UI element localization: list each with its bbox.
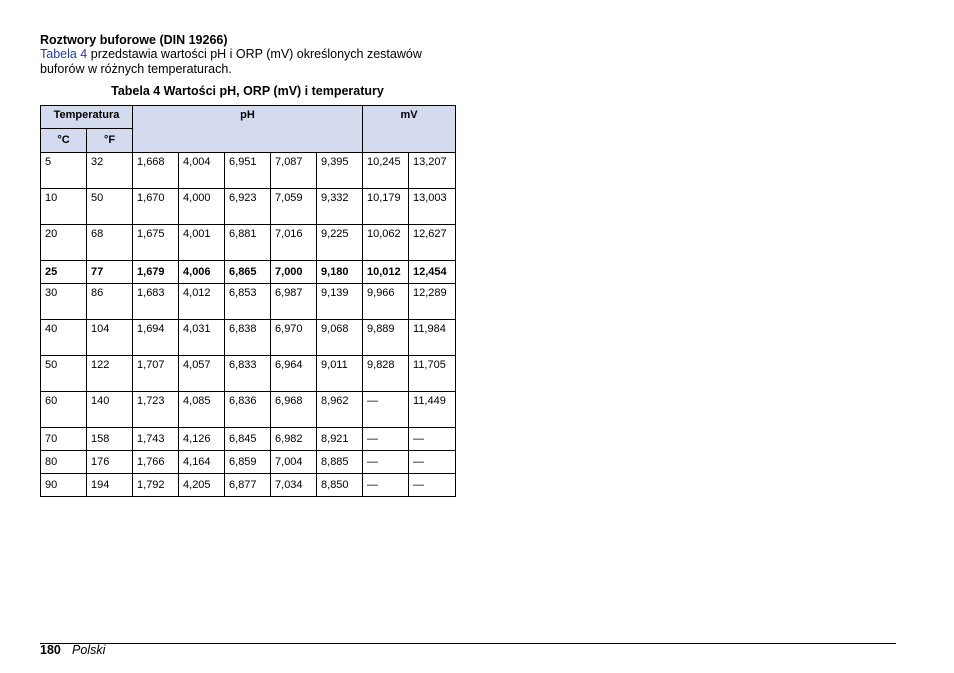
table-cell: 194 <box>87 474 133 497</box>
table-cell: 1,723 <box>133 392 179 428</box>
table-cell: — <box>363 451 409 474</box>
table-cell: 6,982 <box>271 428 317 451</box>
table-cell: 12,289 <box>409 284 456 320</box>
table-cell: 50 <box>87 189 133 225</box>
table-cell: 13,207 <box>409 153 456 189</box>
table-cell: 6,881 <box>225 225 271 261</box>
table-cell: 9,828 <box>363 356 409 392</box>
table-cell: 9,068 <box>317 320 363 356</box>
table-cell: 1,694 <box>133 320 179 356</box>
table-cell: 6,951 <box>225 153 271 189</box>
table-cell: 10,062 <box>363 225 409 261</box>
table-cell: 6,859 <box>225 451 271 474</box>
table-cell: 10 <box>41 189 87 225</box>
table-cell: 50 <box>41 356 87 392</box>
table-cell: 7,034 <box>271 474 317 497</box>
table-cell: 9,011 <box>317 356 363 392</box>
table-cell: 9,332 <box>317 189 363 225</box>
table-cell: 4,000 <box>179 189 225 225</box>
header-celsius: °C <box>41 129 87 153</box>
table-cell: — <box>409 474 456 497</box>
table-cell: 4,126 <box>179 428 225 451</box>
table-row <box>41 392 456 428</box>
table-cell: 7,004 <box>271 451 317 474</box>
table-row <box>41 474 456 497</box>
table-cell: 11,449 <box>409 392 456 428</box>
table-cell: 13,003 <box>409 189 456 225</box>
table-cell: 158 <box>87 428 133 451</box>
table-cell: — <box>363 392 409 428</box>
table-cell: 8,962 <box>317 392 363 428</box>
table-caption: Tabela 4 Wartości pH, ORP (mV) i temperatury <box>111 84 384 98</box>
table-cell: 7,000 <box>271 261 317 284</box>
table-cell: 1,707 <box>133 356 179 392</box>
table-cell: 4,012 <box>179 284 225 320</box>
table-cell: 9,225 <box>317 225 363 261</box>
table-cell: 8,921 <box>317 428 363 451</box>
table-cell: 176 <box>87 451 133 474</box>
header-fahrenheit: °F <box>87 129 133 153</box>
table-cell: 4,031 <box>179 320 225 356</box>
table-cell: 77 <box>87 261 133 284</box>
table-cell: 6,853 <box>225 284 271 320</box>
table-cell: 6,987 <box>271 284 317 320</box>
footer-divider <box>40 643 896 644</box>
table-row <box>41 451 456 474</box>
table-cell: 9,889 <box>363 320 409 356</box>
table-cell: 4,001 <box>179 225 225 261</box>
header-mv: mV <box>363 106 456 153</box>
page-number: 180 <box>40 643 61 657</box>
table-row <box>41 428 456 451</box>
table-cell: 10,245 <box>363 153 409 189</box>
table-cell: 1,792 <box>133 474 179 497</box>
table-cell: 122 <box>87 356 133 392</box>
table-cell: 9,966 <box>363 284 409 320</box>
table-cell: 7,087 <box>271 153 317 189</box>
table-cell: 6,865 <box>225 261 271 284</box>
header-temperature: Temperatura <box>41 106 133 129</box>
table-cell: 68 <box>87 225 133 261</box>
table-row <box>41 153 456 189</box>
table-cell: 10,179 <box>363 189 409 225</box>
table-body <box>41 153 456 497</box>
buffer-values-table <box>40 105 456 497</box>
table-cell: 70 <box>41 428 87 451</box>
table-cell: — <box>409 428 456 451</box>
table-cell: 12,454 <box>409 261 456 284</box>
table-cell: 11,984 <box>409 320 456 356</box>
table-cell: 80 <box>41 451 87 474</box>
table-cell: 9,395 <box>317 153 363 189</box>
table-cell: 8,885 <box>317 451 363 474</box>
table-cell: 9,139 <box>317 284 363 320</box>
table-cell: 9,180 <box>317 261 363 284</box>
table-cell: 86 <box>87 284 133 320</box>
table-cell: 1,670 <box>133 189 179 225</box>
table-cell: 60 <box>41 392 87 428</box>
table-cell: 1,766 <box>133 451 179 474</box>
table-cell: 6,970 <box>271 320 317 356</box>
table-cell: 11,705 <box>409 356 456 392</box>
table-cell: 6,838 <box>225 320 271 356</box>
table-cell: 1,743 <box>133 428 179 451</box>
header-ph: pH <box>133 106 363 153</box>
table-row <box>41 225 456 261</box>
table-cell: 104 <box>87 320 133 356</box>
table-cell: 6,833 <box>225 356 271 392</box>
table-cell: — <box>409 451 456 474</box>
table-cell: 30 <box>41 284 87 320</box>
section-heading: Roztwory buforowe (DIN 19266) <box>40 33 228 47</box>
table-cell: 1,683 <box>133 284 179 320</box>
table-cell: 6,923 <box>225 189 271 225</box>
table-cell: 4,004 <box>179 153 225 189</box>
table-cell: 6,877 <box>225 474 271 497</box>
table-cell: 4,164 <box>179 451 225 474</box>
table-cell: 7,016 <box>271 225 317 261</box>
table-row <box>41 320 456 356</box>
table-cell: 7,059 <box>271 189 317 225</box>
table-cell: 4,205 <box>179 474 225 497</box>
table-cell: 12,627 <box>409 225 456 261</box>
table-cell: 5 <box>41 153 87 189</box>
table-cell: 4,057 <box>179 356 225 392</box>
table-row <box>41 261 456 284</box>
table-cell: 8,850 <box>317 474 363 497</box>
table-cell: 90 <box>41 474 87 497</box>
table-row <box>41 356 456 392</box>
footer-language: Polski <box>72 643 106 657</box>
table-cell: 1,679 <box>133 261 179 284</box>
table-cell: 40 <box>41 320 87 356</box>
table-cell: 6,836 <box>225 392 271 428</box>
table-reference-link[interactable]: Tabela 4 <box>40 47 88 61</box>
table-cell: 140 <box>87 392 133 428</box>
table-row <box>41 284 456 320</box>
table-cell: 6,964 <box>271 356 317 392</box>
table-cell: — <box>363 474 409 497</box>
table-cell: 1,668 <box>133 153 179 189</box>
table-cell: 32 <box>87 153 133 189</box>
table-cell: 1,675 <box>133 225 179 261</box>
table-cell: — <box>363 428 409 451</box>
table-cell: 20 <box>41 225 87 261</box>
table-cell: 25 <box>41 261 87 284</box>
intro-paragraph <box>40 47 460 77</box>
table-cell: 4,006 <box>179 261 225 284</box>
table-cell: 10,012 <box>363 261 409 284</box>
table-cell: 6,845 <box>225 428 271 451</box>
table-cell: 6,968 <box>271 392 317 428</box>
table-row <box>41 189 456 225</box>
table-cell: 4,085 <box>179 392 225 428</box>
intro-text: przedstawia wartości pH i ORP (mV) określonych zestawów buforów w różnych temperaturach. <box>40 47 422 76</box>
